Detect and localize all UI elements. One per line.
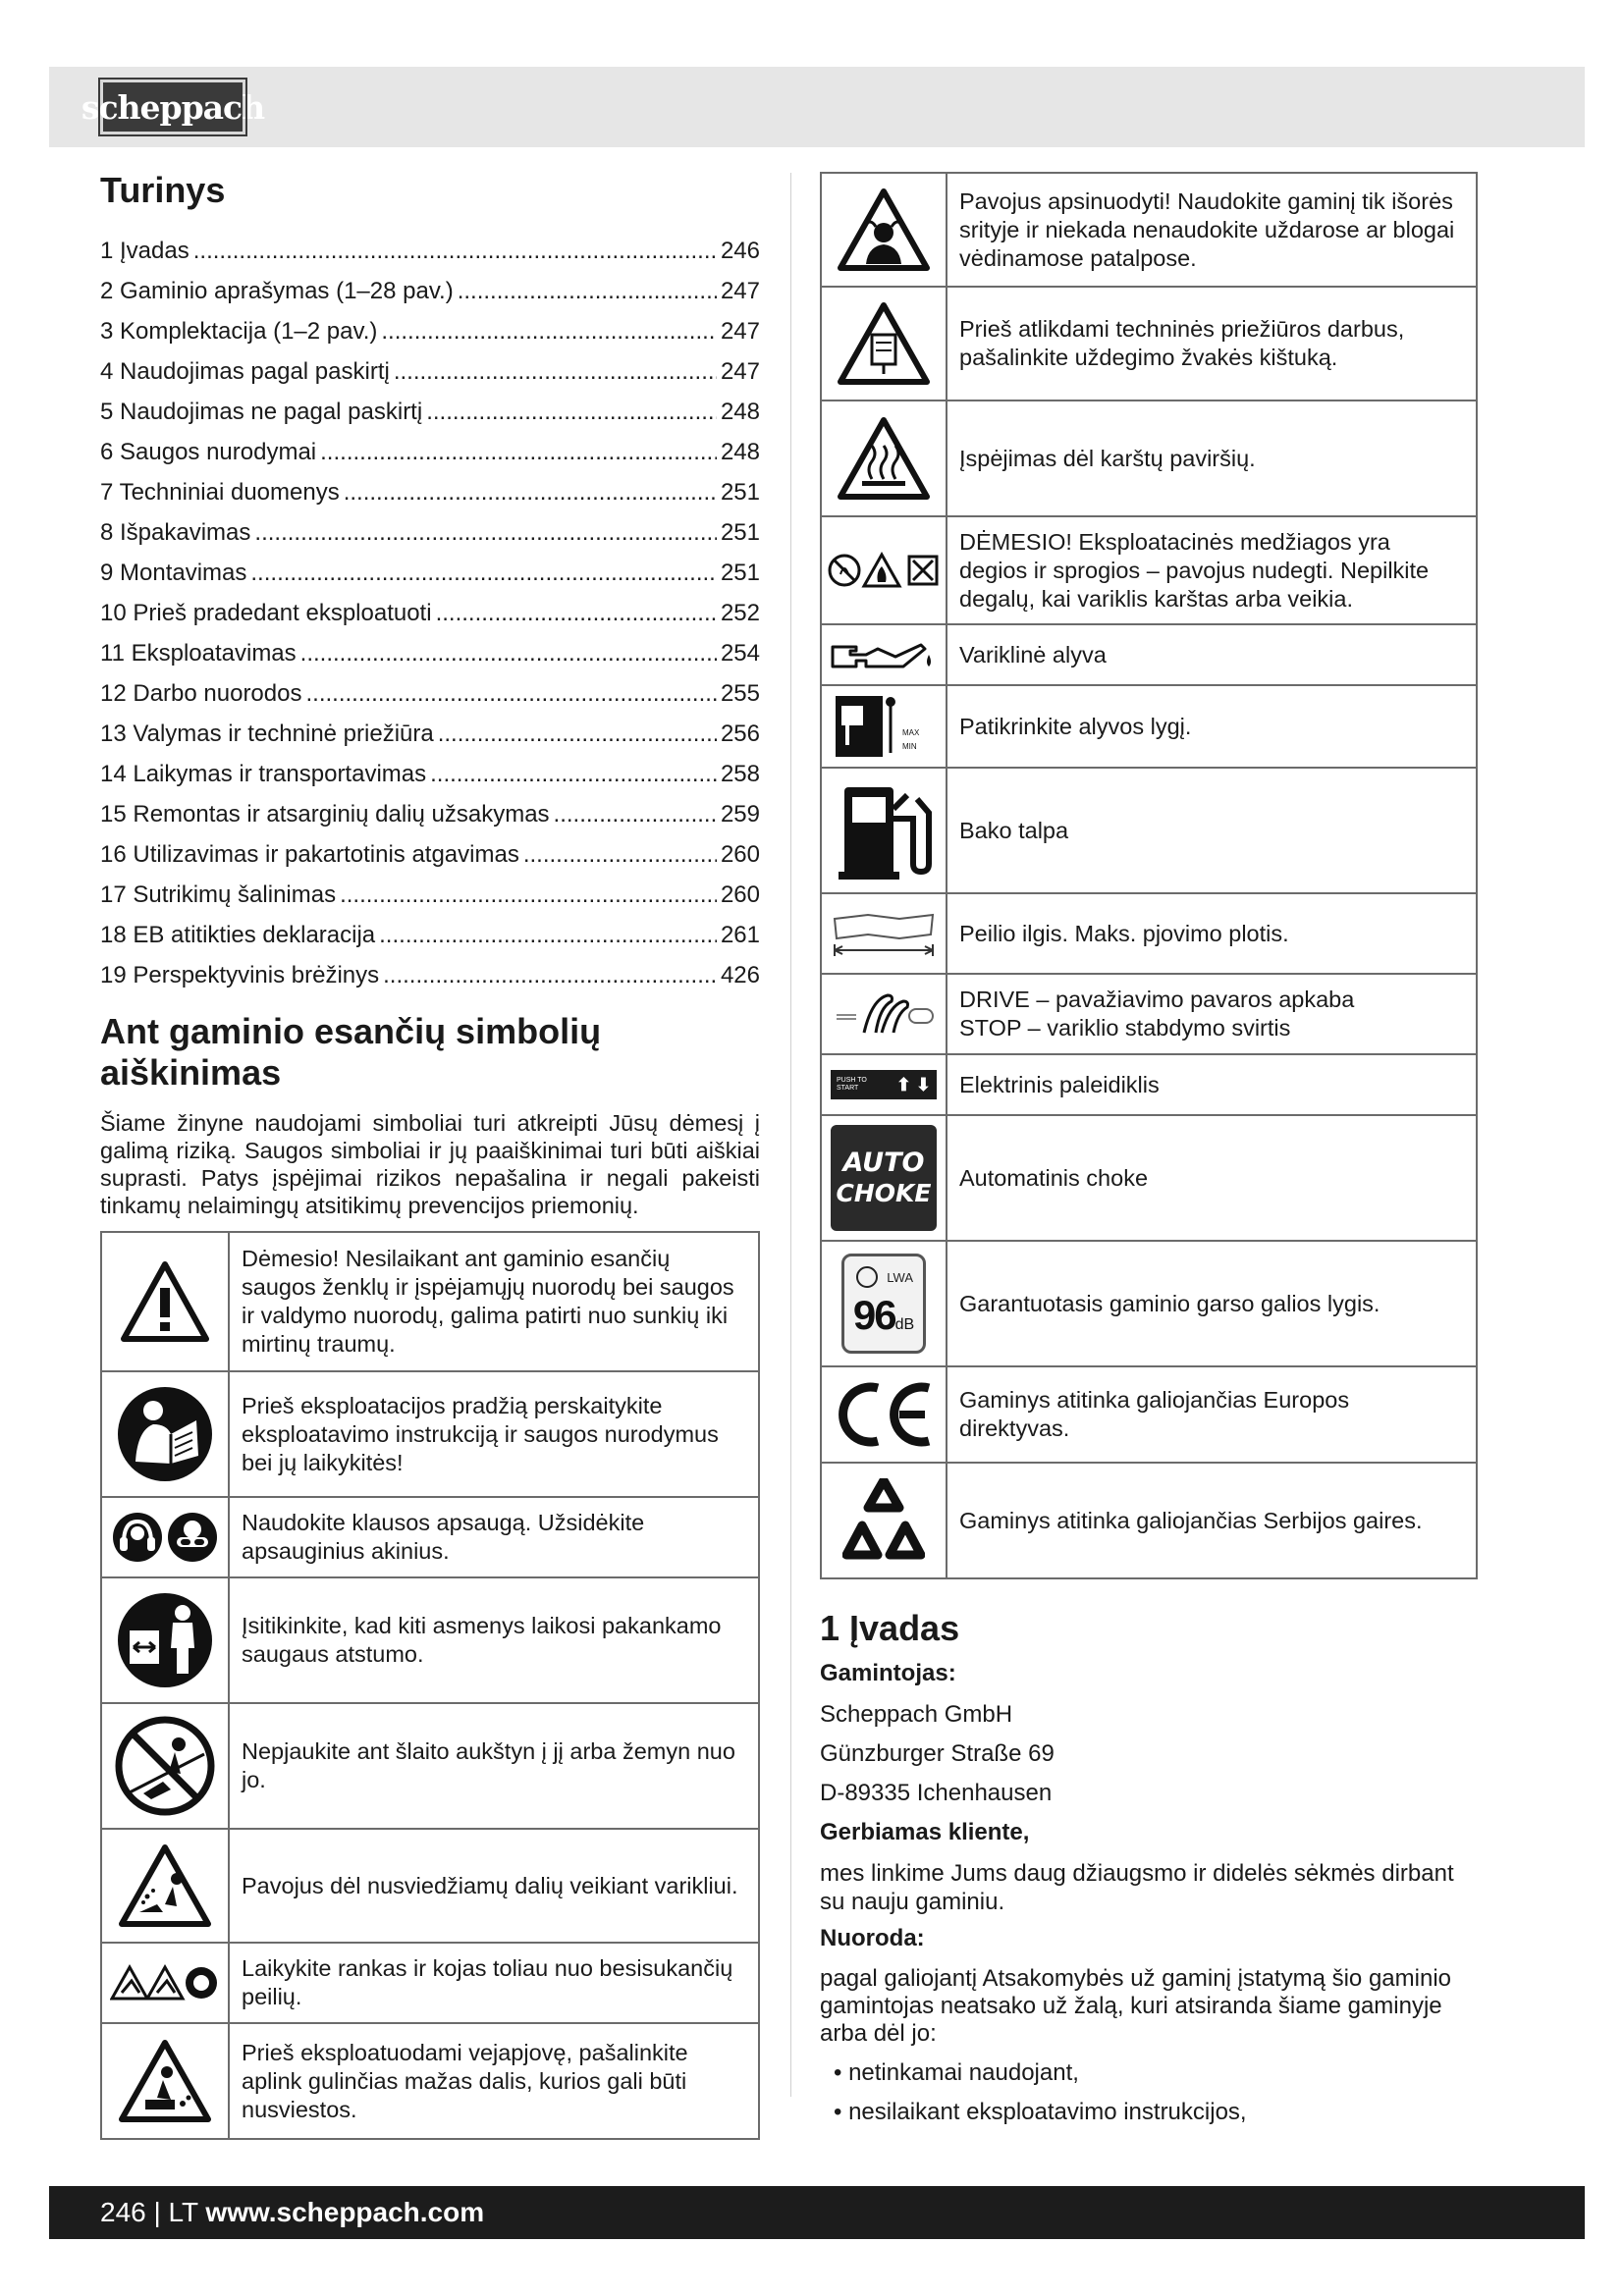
toc-leader-dots xyxy=(381,318,717,346)
intro-section-title: 1 Įvadas xyxy=(820,1608,960,1648)
symbol-row xyxy=(821,685,1477,768)
company-city: D-89335 Ichenhausen xyxy=(820,1780,1053,1807)
page-number: 246 | LT xyxy=(100,2197,198,2227)
toc-entry-title: 1 Įvadas xyxy=(100,238,189,265)
toc-entry[interactable] xyxy=(100,788,760,828)
note-label: Nuoroda: xyxy=(820,1925,925,1952)
symbol-row xyxy=(101,1829,759,1943)
toc-leader-dots xyxy=(438,721,717,748)
sound-power-icon xyxy=(841,1254,926,1354)
symbol-row xyxy=(821,516,1477,624)
auto-label: AUTO xyxy=(842,1148,925,1178)
toc-entry-page: 248 xyxy=(720,399,760,426)
toc-entry-title: 15 Remontas ir atsarginių dalių užsakymas xyxy=(100,801,550,828)
toc-leader-dots xyxy=(340,881,717,909)
toc-entry[interactable] xyxy=(100,869,760,909)
toc-entry-page: 261 xyxy=(720,922,760,949)
right-column xyxy=(820,172,1478,2132)
svg-text:MAX: MAX xyxy=(902,728,920,737)
toc-entry[interactable] xyxy=(100,667,760,708)
symbols-table-right xyxy=(820,172,1478,1579)
symbol-text: Gaminys atitinka galiojančias Europos direktyvas. xyxy=(947,1366,1477,1463)
push-to-start-icon xyxy=(831,1070,937,1099)
symbol-row xyxy=(821,1366,1477,1463)
flying-debris-icon xyxy=(118,1843,212,1928)
company-name: Scheppach GmbH xyxy=(820,1701,1013,1729)
website-link[interactable]: www.scheppach.com xyxy=(205,2197,485,2227)
symbol-text: Laikykite rankas ir kojas toliau nuo besisukančių peilių. xyxy=(229,1943,759,2023)
toc-leader-dots xyxy=(320,439,717,466)
toc-entry[interactable] xyxy=(100,547,760,587)
symbol-text: Gaminys atitinka galiojančias Serbijos gaires. xyxy=(947,1463,1477,1578)
toc-entry-page: 258 xyxy=(720,761,760,788)
toc-entry-title: 16 Utilizavimas ir pakartotinis atgavimas xyxy=(100,841,519,869)
spark-plug-icon xyxy=(837,301,931,386)
symbol-row xyxy=(821,624,1477,685)
symbol-text: Peilio ilgis. Maks. pjovimo plotis. xyxy=(947,893,1477,974)
note-text: pagal galiojantį Atsakomybės už gaminį įstatymą šio gaminio gamintojas neatsako už žalą, kuri atsiranda šiame gaminyje arba dėl jo: xyxy=(820,1965,1451,2048)
serbian-conformity-icon xyxy=(842,1478,925,1563)
list-item: • netinkamai naudojant, xyxy=(834,2059,1079,2087)
safe-distance-icon xyxy=(116,1591,214,1689)
oil-level-icon xyxy=(830,692,938,761)
symbol-text: Garantuotasis gaminio garso galios lygis. xyxy=(947,1241,1477,1366)
toc-entry[interactable] xyxy=(100,748,760,788)
toc-entry[interactable] xyxy=(100,627,760,667)
toc-entry[interactable] xyxy=(100,909,760,949)
toc-entry-title: 12 Darbo nuorodos xyxy=(100,680,302,708)
symbol-row xyxy=(821,173,1477,287)
toc-entry-title: 6 Saugos nurodymai xyxy=(100,439,317,466)
toc-entry[interactable] xyxy=(100,466,760,507)
toc-entry-title: 7 Techniniai duomenys xyxy=(100,479,340,507)
toc-leader-dots xyxy=(300,640,717,667)
symbol-row xyxy=(821,893,1477,974)
toc-entry[interactable] xyxy=(100,265,760,305)
toc-leader-dots xyxy=(254,519,717,547)
push-to-start-label: PUSH TO START xyxy=(837,1077,867,1092)
lwa-unit: dB xyxy=(894,1316,915,1333)
hot-surface-icon xyxy=(837,416,931,501)
header-band xyxy=(49,67,1585,147)
toc-leader-dots xyxy=(554,801,717,828)
toc-leader-dots xyxy=(430,761,717,788)
toc-entry-page: 248 xyxy=(720,439,760,466)
symbol-text: Dėmesio! Nesilaikant ant gaminio esančių saugos ženklų ir įspėjamųjų nuorodų bei saugos ir valdymo nuorodų, galima patirti nuo sunkių iki mirtinų traumų. xyxy=(229,1232,759,1371)
symbol-text: DĖMESIO! Eksploatacinės medžiagos yra degios ir sprogios – pavojus nudegti. Nepilkite degalų, kai variklis karštas arba veikia. xyxy=(947,516,1477,624)
toc-leader-dots xyxy=(305,680,716,708)
symbol-row xyxy=(821,1241,1477,1366)
list-item: • nesilaikant eksploatavimo instrukcijos, xyxy=(834,2099,1247,2126)
symbol-row xyxy=(821,1054,1477,1115)
symbol-text: Elektrinis paleidiklis xyxy=(947,1054,1477,1115)
toc-entry-page: 254 xyxy=(720,640,760,667)
toc-entry-page: 247 xyxy=(720,358,760,386)
no-slope-icon xyxy=(114,1715,216,1817)
manufacturer-label: Gamintojas: xyxy=(820,1660,956,1687)
symbol-row xyxy=(821,400,1477,516)
toc-entry-page: 426 xyxy=(720,962,760,989)
symbol-text: Pavojus apsinuodyti! Naudokite gaminį tik išorės srityje ir niekada nenaudokite uždarose ar blogai vėdinamose patalpose. xyxy=(947,173,1477,287)
symbol-row xyxy=(821,1115,1477,1241)
symbol-text: Nepjaukite ant šlaito aukštyn į jį arba žemyn nuo jo. xyxy=(229,1703,759,1829)
symbol-text: Variklinė alyva xyxy=(947,624,1477,685)
symbol-text: Prieš eksploatuodami vejapjovę, pašalinkite aplink gulinčias mažas dalis, kurios gali būti nusviestos. xyxy=(229,2023,759,2139)
bullet-list xyxy=(820,2054,1478,2132)
toc-entry[interactable] xyxy=(100,949,760,989)
symbol-row xyxy=(821,287,1477,400)
toc-leader-dots xyxy=(344,479,717,507)
lwa-value: 96 xyxy=(852,1292,895,1338)
toc-leader-dots xyxy=(426,399,717,426)
wishes-text: mes linkime Jums daug džiaugsmo ir didelės sėkmės dirbant su nauju gaminiu. xyxy=(820,1860,1454,1916)
read-manual-icon xyxy=(116,1385,214,1483)
fuel-hazard-icon xyxy=(827,551,941,590)
toc-entry-title: 4 Naudojimas pagal paskirtį xyxy=(100,358,390,386)
toc-entry[interactable] xyxy=(100,386,760,426)
toc-leader-dots xyxy=(193,238,717,265)
toc-entry[interactable] xyxy=(100,708,760,748)
toc-leader-dots xyxy=(436,600,717,627)
symbol-row xyxy=(101,1371,759,1497)
toc-entry[interactable] xyxy=(100,305,760,346)
toc-entry-title: 5 Naudojimas ne pagal paskirtį xyxy=(100,399,423,426)
symbol-row xyxy=(101,1577,759,1703)
toc-entry-page: 260 xyxy=(720,881,760,909)
toc-leader-dots xyxy=(379,922,717,949)
toc-entry-page: 252 xyxy=(720,600,760,627)
symbol-row xyxy=(101,1943,759,2023)
toc-entry-page: 246 xyxy=(720,238,760,265)
symbol-text: Patikrinkite alyvos lygį. xyxy=(947,685,1477,768)
symbol-text: Prieš atlikdami techninės priežiūros darbus, pašalinkite uždegimo žvakės kištuką. xyxy=(947,287,1477,400)
left-column xyxy=(100,169,760,2140)
toc-entry-page: 251 xyxy=(720,479,760,507)
symbol-row xyxy=(101,1703,759,1829)
symbol-text: Įsitikinkite, kad kiti asmenys laikosi pakankamo saugaus atstumo. xyxy=(229,1577,759,1703)
toc-entry-page: 256 xyxy=(720,721,760,748)
toc-entry-title: 19 Perspektyvinis brėžinys xyxy=(100,962,380,989)
toc-entry-page: 247 xyxy=(720,318,760,346)
symbol-row xyxy=(101,1232,759,1371)
lwa-label: LWA xyxy=(887,1270,913,1285)
toc-entry-title: 14 Laikymas ir transportavimas xyxy=(100,761,427,788)
toc-entry[interactable] xyxy=(100,346,760,386)
toc-entry[interactable] xyxy=(100,225,760,265)
toc-leader-dots xyxy=(383,962,717,989)
toc-leader-dots xyxy=(250,560,717,587)
toc-entry-title: 18 EB atitikties deklaracija xyxy=(100,922,376,949)
drive-stop-lever-icon xyxy=(829,989,939,1039)
symbol-row xyxy=(821,974,1477,1054)
remove-objects-icon xyxy=(118,2039,212,2123)
toc-leader-dots xyxy=(523,841,717,869)
toc-leader-dots xyxy=(394,358,717,386)
hands-feet-blade-icon xyxy=(110,1963,220,2002)
symbol-row xyxy=(821,768,1477,893)
symbol-text: Naudokite klausos apsaugą. Užsidėkite apsauginius akinius. xyxy=(229,1497,759,1577)
speaker-icon xyxy=(856,1266,878,1288)
toc-entry-title: 3 Komplektacija (1–2 pav.) xyxy=(100,318,378,346)
toc-entry-page: 247 xyxy=(720,278,760,305)
symbol-text: Automatinis choke xyxy=(947,1115,1477,1241)
fuel-pump-icon xyxy=(835,779,933,881)
company-street: Günzburger Straße 69 xyxy=(820,1740,1055,1768)
symbol-text: Bako talpa xyxy=(947,768,1477,893)
greeting: Gerbiamas kliente, xyxy=(820,1819,1030,1846)
ce-mark-icon xyxy=(829,1380,939,1449)
toc-entry[interactable] xyxy=(100,828,760,869)
toc-entry-title: 8 Išpakavimas xyxy=(100,519,251,547)
toc-entry-title: 10 Prieš pradedant eksploatuoti xyxy=(100,600,432,627)
symbol-row xyxy=(101,1497,759,1577)
scheppach-logo: scheppach xyxy=(100,80,245,134)
toc-entry-title: 9 Montavimas xyxy=(100,560,247,587)
svg-text:MIN: MIN xyxy=(902,742,917,751)
toc-entry-page: 260 xyxy=(720,841,760,869)
toc-entry-title: 13 Valymas ir techninė priežiūra xyxy=(100,721,434,748)
toc-entry-page: 251 xyxy=(720,519,760,547)
poison-gas-icon xyxy=(837,187,931,272)
toc-title: Turinys xyxy=(100,170,226,210)
warning-triangle-icon xyxy=(120,1260,210,1343)
toc-entry-page: 255 xyxy=(720,680,760,708)
table-of-contents xyxy=(100,225,760,989)
toc-entry-page: 259 xyxy=(720,801,760,828)
symbol-text: Pavojus dėl nusviedžiamų dalių veikiant varikliui. xyxy=(229,1829,759,1943)
symbols-intro: Šiame žinyne naudojami simboliai turi atkreipti Jūsų dėmesį į galimą riziką. Saugos simboliai ir jų paaiškinimai turi būti aiškiai suprasti. Patys įspėjimai rizikos nepašalina ir negali pakeisti tinkamų nelaimingų atsitikimų prevencijos priemonių. xyxy=(100,1110,760,1219)
toc-entry-title: 11 Eksploatavimas xyxy=(100,640,297,667)
toc-entry[interactable] xyxy=(100,587,760,627)
symbol-text: DRIVE – pavažiavimo pavaros apkaba STOP – variklio stabdymo svirtis xyxy=(947,974,1477,1054)
toc-entry[interactable] xyxy=(100,507,760,547)
toc-entry-title: 17 Sutrikimų šalinimas xyxy=(100,881,337,909)
page-footer xyxy=(49,2186,1585,2239)
toc-entry-title: 2 Gaminio aprašymas (1–28 pav.) xyxy=(100,278,454,305)
symbol-row xyxy=(821,1463,1477,1578)
auto-choke-icon xyxy=(831,1125,937,1231)
ear-eye-protection-icon xyxy=(110,1510,220,1565)
toc-entry[interactable] xyxy=(100,426,760,466)
oil-can-icon xyxy=(827,637,941,672)
blade-length-icon xyxy=(829,909,939,958)
symbols-table-left xyxy=(100,1231,760,2140)
toc-entry-page: 251 xyxy=(720,560,760,587)
toc-leader-dots xyxy=(458,278,717,305)
start-arrows-icon: ⬆ ⬇ xyxy=(895,1074,931,1095)
symbol-text: Įspėjimas dėl karštų paviršių. xyxy=(947,400,1477,516)
symbol-row xyxy=(101,2023,759,2139)
symbols-title: Ant gaminio esančių simbolių aiškinimas xyxy=(100,1011,602,1094)
column-divider xyxy=(790,173,791,2097)
choke-label: CHOKE xyxy=(836,1179,932,1207)
symbol-text: Prieš eksploatacijos pradžią perskaitykite eksploatavimo instrukciją ir saugos nurodymus bei jų laikykitės! xyxy=(229,1371,759,1497)
